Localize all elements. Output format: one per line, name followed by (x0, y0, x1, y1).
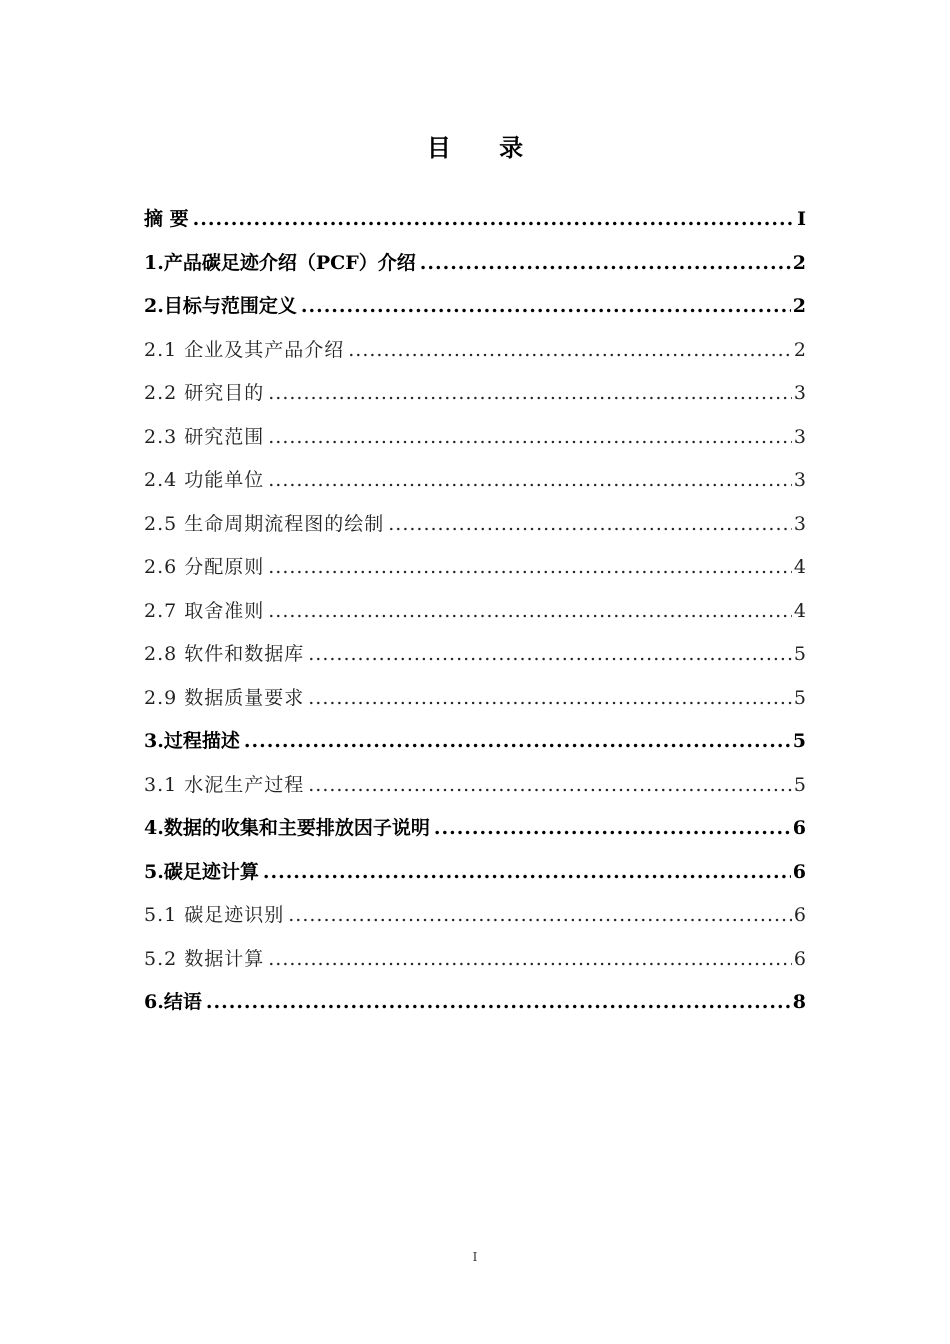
toc-dot-leader (308, 764, 792, 808)
toc-entry[interactable] (144, 764, 806, 808)
page-footer-number: I (472, 1250, 478, 1264)
toc-dot-leader (301, 285, 791, 329)
toc-entry-page-number: 3 (793, 382, 806, 404)
toc-entry-title: 2.4 功能单位 (144, 469, 265, 491)
toc-entry-page-number: 5 (793, 686, 806, 709)
toc-dot-leader (288, 894, 792, 938)
table-of-contents (144, 198, 806, 1025)
toc-dot-leader (193, 198, 795, 242)
toc-entry[interactable] (144, 807, 806, 851)
toc-entry[interactable] (144, 981, 806, 1025)
toc-entry-page-number: 3 (793, 469, 806, 491)
toc-entry-title: 2.9 数据质量要求 (144, 686, 305, 709)
toc-entry-title: 2.8 软件和数据库 (144, 643, 305, 665)
toc-dot-leader (206, 981, 791, 1025)
toc-dot-leader (268, 590, 792, 634)
toc-entry-page-number: I (797, 208, 806, 230)
toc-entry[interactable] (144, 372, 806, 416)
toc-entry-title: 6.结语 (144, 991, 202, 1013)
toc-dot-leader (308, 633, 792, 677)
toc-entry-title: 1.产品碳足迹介绍（PCF）介绍 (144, 251, 416, 274)
toc-entry-title: 2.3 研究范围 (144, 425, 265, 448)
toc-entry[interactable] (144, 894, 806, 938)
toc-entry-page-number: 2 (792, 295, 806, 317)
toc-entry[interactable] (144, 198, 806, 242)
toc-dot-leader (263, 851, 791, 895)
toc-entry-title: 2.1 企业及其产品介绍 (144, 338, 345, 361)
toc-dot-leader (268, 372, 792, 416)
toc-dot-leader (244, 720, 791, 764)
toc-dot-leader (268, 938, 792, 982)
toc-entry-title: 2.7 取舍准则 (144, 599, 265, 622)
toc-entry[interactable] (144, 459, 806, 503)
toc-entry-page-number: 5 (792, 730, 806, 752)
toc-entry-title: 2.6 分配原则 (144, 556, 265, 578)
toc-entry-title: 2.目标与范围定义 (144, 295, 297, 317)
toc-entry-title: 5.碳足迹计算 (144, 860, 259, 883)
toc-entry[interactable] (144, 851, 806, 895)
toc-dot-leader (348, 329, 792, 373)
toc-dot-leader (268, 416, 792, 460)
toc-entry[interactable] (144, 633, 806, 677)
toc-entry-page-number: 6 (793, 904, 806, 926)
toc-entry-page-number: 4 (793, 599, 806, 622)
toc-dot-leader (388, 503, 792, 547)
toc-entry[interactable] (144, 242, 806, 286)
toc-entry-page-number: 6 (792, 817, 806, 839)
toc-entry[interactable] (144, 590, 806, 634)
toc-entry-page-number: 2 (792, 251, 806, 274)
toc-entry-title: 2.5 生命周期流程图的绘制 (144, 512, 385, 535)
toc-entry-page-number: 8 (792, 991, 806, 1013)
toc-entry-page-number: 2 (793, 338, 806, 361)
toc-entry-title: 4.数据的收集和主要排放因子说明 (144, 817, 430, 839)
toc-entry-title: 2.2 研究目的 (144, 382, 265, 404)
toc-entry-title: 摘 要 (144, 208, 189, 230)
toc-entry[interactable] (144, 677, 806, 721)
toc-entry-page-number: 3 (793, 425, 806, 448)
toc-entry[interactable] (144, 546, 806, 590)
toc-entry-page-number: 6 (793, 947, 806, 970)
toc-entry[interactable] (144, 503, 806, 547)
toc-entry-page-number: 6 (792, 860, 806, 883)
toc-dot-leader (268, 459, 792, 503)
toc-entry-page-number: 3 (793, 512, 806, 535)
toc-dot-leader (308, 677, 792, 721)
toc-dot-leader (268, 546, 792, 590)
toc-entry-page-number: 5 (793, 773, 806, 796)
toc-entry-title: 5.2 数据计算 (144, 947, 265, 970)
toc-entry-title: 5.1 碳足迹识别 (144, 904, 285, 926)
toc-entry[interactable] (144, 720, 806, 764)
toc-entry-title: 3.1 水泥生产过程 (144, 773, 305, 796)
toc-dot-leader (434, 807, 791, 851)
toc-entry[interactable] (144, 938, 806, 982)
toc-dot-leader (420, 242, 791, 286)
toc-entry-page-number: 5 (793, 643, 806, 665)
toc-entry[interactable] (144, 416, 806, 460)
toc-entry-title: 3.过程描述 (144, 730, 240, 752)
toc-entry[interactable] (144, 285, 806, 329)
page-title: 目 录 (426, 133, 544, 163)
toc-entry-page-number: 4 (793, 556, 806, 578)
toc-entry[interactable] (144, 329, 806, 373)
